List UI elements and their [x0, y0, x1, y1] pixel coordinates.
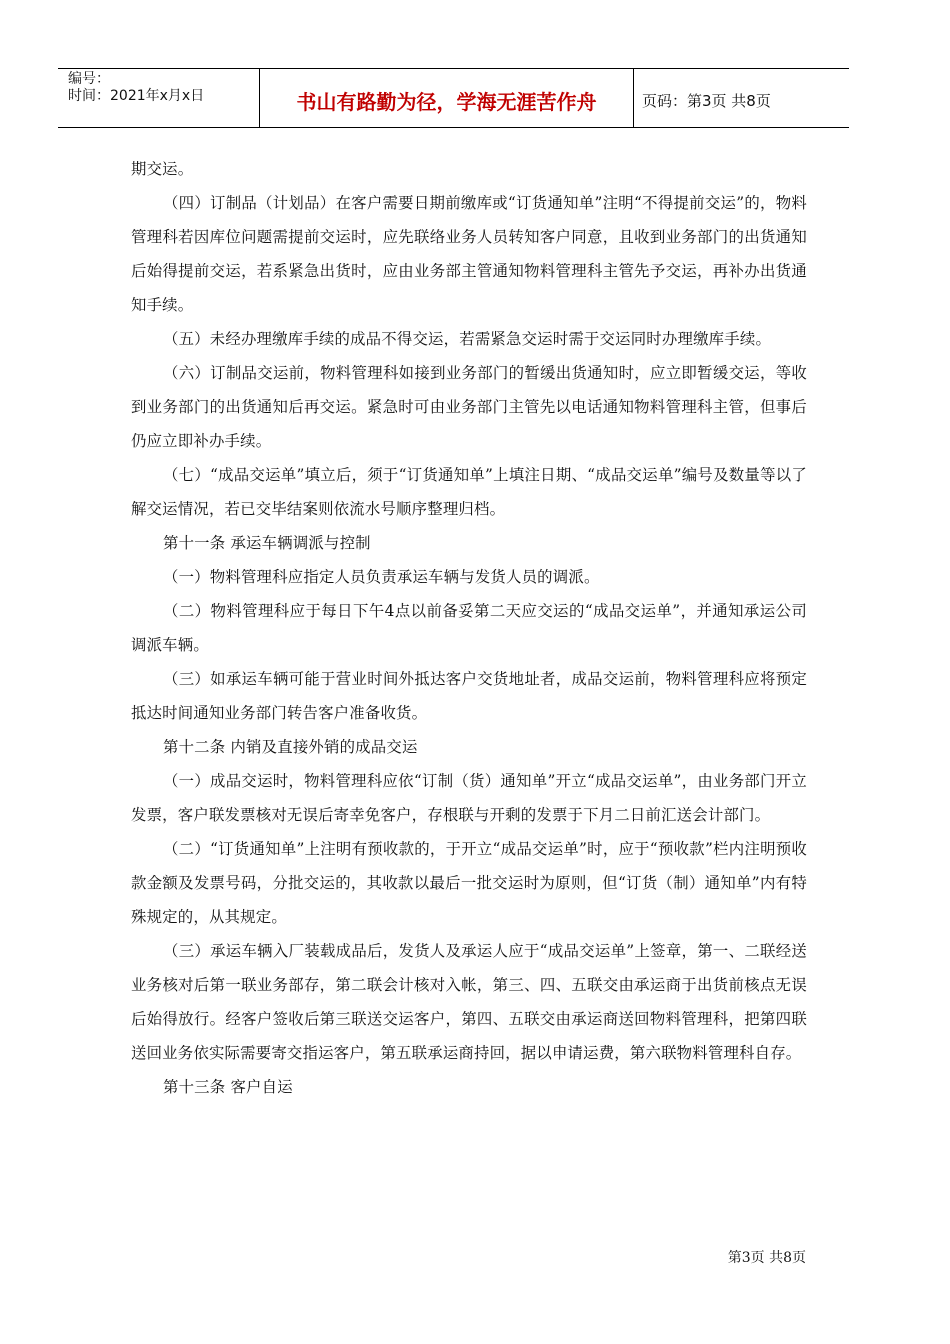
body-paragraph: 第十二条 内销及直接外销的成品交运 — [163, 738, 418, 756]
serial-label: 编号： — [68, 71, 110, 87]
body-paragraph: （七）“成品交运单”填立后，须于“订货通知单”上填注日期、“成品交运单”编号及数量等以了解交运情况，若已交毕结案则依流水号顺序整理归档。 — [131, 466, 807, 518]
body-paragraph: （三）如承运车辆可能于营业时间外抵达客户交货地址者，成品交运前，物料管理科应将预定抵达时间通知业务部门转告客户准备收货。 — [131, 670, 807, 722]
time-label: 时间：2021年x月x日 — [68, 88, 205, 104]
body-paragraph: （四）订制品（计划品）在客户需要日期前缴库或“订货通知单”注明“不得提前交运”的，物料管理科若因库位问题需提前交运时，应先联络业务人员转知客户同意，且收到业务部门的出货通知后始得提前交运，若系紧急出货时，应由业务部主管通知物料管理科主管先予交运，再补办出货通知手续。 — [131, 194, 807, 314]
document-body — [131, 152, 807, 1104]
page-footer: 第3页 共8页 — [727, 1250, 806, 1266]
body-paragraph: 第十一条 承运车辆调派与控制 — [163, 534, 371, 552]
body-paragraph: （三）承运车辆入厂装载成品后，发货人及承运人应于“成品交运单”上签章，第一、二联经送业务核对后第一联业务部存，第二联会计核对入帐，第三、四、五联交由承运商于出货前核点无误后始得放行。经客户签收后第三联送交运客户，第四、五联交由承运商送回物料管理科，把第四联送回业务依实际需要寄交指运客户，第五联承运商持回，据以申请运费，第六联物料管理科自存。 — [131, 942, 807, 1062]
body-paragraph: （二）物料管理科应于每日下午4点以前备妥第二天应交运的“成品交运单”，并通知承运公司调派车辆。 — [131, 602, 807, 654]
header-meta — [58, 69, 260, 127]
header-motto: 书山有路勤为径，学海无涯苦作舟 — [260, 69, 634, 127]
page-header — [58, 68, 849, 128]
body-paragraph: （二）“订货通知单”上注明有预收款的，于开立“成品交运单”时，应于“预收款”栏内注明预收款金额及发票号码，分批交运的，其收款以最后一批交运时为原则，但“订货（制）通知单”内有特殊规定的，从其规定。 — [131, 840, 807, 926]
header-page-number: 页码：第3页 共8页 — [642, 91, 771, 110]
body-paragraph: 期交运。 — [131, 160, 194, 178]
body-paragraph: 第十三条 客户自运 — [163, 1078, 293, 1096]
body-paragraph: （六）订制品交运前，物料管理科如接到业务部门的暂缓出货通知时，应立即暂缓交运，等收到业务部门的出货通知后再交运。紧急时可由业务部门主管先以电话通知物料管理科主管，但事后仍应立即补办手续。 — [131, 364, 807, 450]
body-paragraph: （一）成品交运时，物料管理科应依“订制（货）通知单”开立“成品交运单”，由业务部门开立发票，客户联发票核对无误后寄幸免客户，存根联与开剩的发票于下月二日前汇送会计部门。 — [131, 772, 807, 824]
body-paragraph: （一）物料管理科应指定人员负责承运车辆与发货人员的调派。 — [163, 568, 600, 586]
body-paragraph: （五）未经办理缴库手续的成品不得交运，若需紧急交运时需于交运同时办理缴库手续。 — [163, 330, 772, 348]
